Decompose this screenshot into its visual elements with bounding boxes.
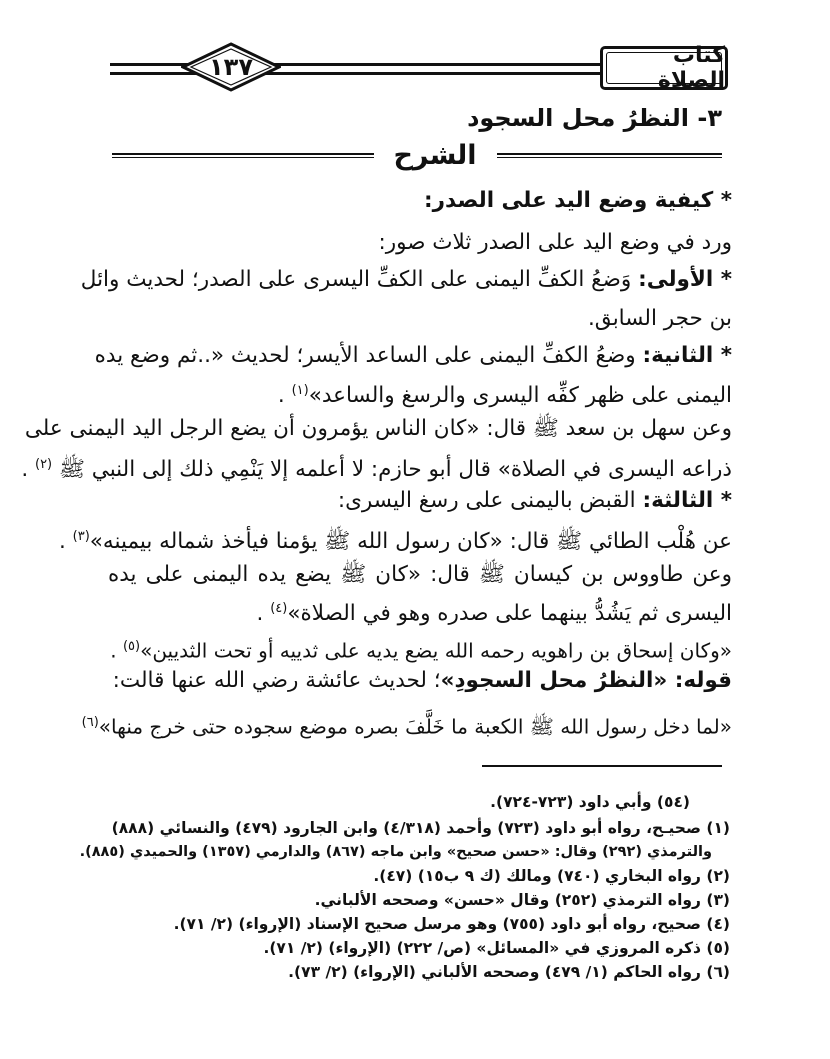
sharh-divider-right-2 bbox=[497, 157, 722, 158]
sharh-divider-left bbox=[112, 153, 374, 155]
point-label-third: * الثالثة: bbox=[642, 488, 732, 513]
body-line-4: بن حجر السابق. bbox=[587, 306, 732, 331]
sharh-title: الشرح bbox=[393, 140, 477, 171]
body-line-12-text: اليسرى ثم يَشُدُّ بينهما على صدره وهو في الصلاة» bbox=[287, 601, 732, 627]
point-text-first: وَضعُ الكفِّ اليمنى على الكفِّ اليسرى على الصدر؛ لحديث وائل bbox=[80, 267, 632, 292]
point-cont-second: اليمنى على ظهر كفِّه اليسرى والرسغ والساعد» bbox=[308, 383, 732, 409]
footnote-ref-3[interactable]: (٣) bbox=[72, 529, 90, 544]
footnote-ref-5[interactable]: (٥) bbox=[122, 639, 141, 654]
point-text-second: وضعُ الكفِّ اليمنى على الساعد الأيسر؛ لحديث «..ثم وضع يده bbox=[94, 343, 636, 368]
body-line-12: اليسرى ثم يَشُدُّ بينهما على صدره وهو في الصلاة»$^{(٤)}$ . bbox=[256, 601, 732, 627]
footnote-1: (١) صحيـح، رواه أبو داود (٧٢٣) وأحمد (٤/٣١٨) وابن الجارود (٤٧٩) والنسائي (٨٨٨) bbox=[111, 819, 730, 837]
body-line-2: ورد في وضع اليد على الصدر ثلاث صور: bbox=[378, 230, 732, 255]
footnote-ref-6[interactable]: (٦) bbox=[81, 715, 99, 730]
footnote-ref-4[interactable]: (٤) bbox=[270, 601, 288, 616]
body-line-8: ذراعه اليسرى في الصلاة» قال أبو حازم: لا أعلمه إلا يَنْمِي ذلك إلى النبي ﷺ $^{(٢)}$ . bbox=[21, 457, 732, 483]
page-number: ١٣٧ bbox=[209, 53, 253, 81]
qawluh-text: ؛ لحديث عائشة رضي الله عنها قالت: bbox=[112, 668, 441, 693]
chapter-title bbox=[600, 43, 728, 93]
chapter-title-text: كتاب الصلاة bbox=[657, 43, 725, 93]
point-label-second: * الثانية: bbox=[642, 343, 732, 368]
body-line-1: * كيفية وضع اليد على الصدر: bbox=[424, 188, 732, 213]
footnote-3: (٣) رواه الترمذي (٢٥٢) وقال «حسن» وصححه الألباني. bbox=[314, 891, 730, 909]
body-line-15-text: «لما دخل رسول الله ﷺ الكعبة ما خَلَّفَ بصره موضع سجوده حتى خرج منها» bbox=[98, 714, 732, 739]
sharh-divider-left-2 bbox=[112, 157, 374, 158]
footnote-5: (٥) ذكره المروزي في «المسائل» (ص/ ٢٢٢) (الإرواء) (٢/ ٧١). bbox=[263, 939, 730, 957]
body-line-10: عن هُلْب الطائي ﷺ قال: «كان رسول الله ﷺ يؤمنا فيأخذ شماله بيمينه»$^{(٣)}$ . bbox=[58, 529, 732, 555]
body-line-7: وعن سهل بن سعد ﷺ قال: «كان الناس يؤمرون أن يضع الرجل اليد اليمنى على bbox=[24, 416, 732, 441]
qawluh-label: قوله: «النظرُ محل السجودِ» bbox=[440, 668, 732, 693]
footnote-6: (٦) رواه الحاكم (١/ ٤٧٩) وصححه الألباني (الإرواء) (٢/ ٧٣). bbox=[288, 963, 730, 981]
footnote-ref-1[interactable]: (١) bbox=[291, 383, 309, 398]
body-line-11: وعن طاووس بن كيسان ﷺ قال: «كان ﷺ يضع يده اليمنى على يده bbox=[108, 562, 732, 587]
point-text-third: القبض باليمنى على رسغ اليسرى: bbox=[337, 488, 636, 513]
body-line-14 bbox=[108, 666, 732, 695]
page-number-badge bbox=[181, 42, 281, 92]
body-line-13-text: «وكان إسحاق بن راهويه رحمه الله يضع يديه على ثدييه أو تحت الثديين» bbox=[140, 638, 732, 663]
body-line-6: اليمنى على ظهر كفِّه اليسرى والرسغ والساعد»$^{(١)}$ . bbox=[277, 383, 732, 409]
body-line-10-text: عن هُلْب الطائي ﷺ قال: «كان رسول الله ﷺ يؤمنا فيأخذ شماله بيمينه» bbox=[89, 529, 732, 555]
sharh-divider-right bbox=[497, 153, 722, 155]
body-line-13: «وكان إسحاق بن راهويه رحمه الله يضع يديه على ثدييه أو تحت الثديين»$^{(٥)}$ . bbox=[110, 638, 732, 663]
body-line-8-text: ذراعه اليسرى في الصلاة» قال أبو حازم: لا أعلمه إلا يَنْمِي ذلك إلى النبي ﷺ bbox=[58, 457, 732, 483]
body-line-3 bbox=[80, 265, 732, 294]
section-heading: ٣- النظرُ محل السجود bbox=[467, 104, 722, 132]
footnote-4: (٤) صحيح، رواه أبو داود (٧٥٥) وهو مرسل صحيح الإسناد (الإرواء) (٢/ ٧١). bbox=[173, 915, 730, 933]
footnote-2: (٢) رواه البخاري (٧٤٠) ومالك (ك ٩ ب١٥) (٤٧). bbox=[373, 867, 730, 885]
footnote-0: (٥٤) وأبي داود (٧٢٣-٧٢٤). bbox=[490, 793, 690, 811]
footnote-ref-2[interactable]: (٢) bbox=[34, 457, 53, 472]
footnote-1-line2: والترمذي (٢٩٢) وقال: «حسن صحيح» وابن ماجه (٨٦٧) والدارمي (١٣٥٧) والحميدي (٨٨٥). bbox=[79, 844, 712, 860]
body-line-15 bbox=[81, 708, 732, 742]
footnote-separator bbox=[482, 765, 722, 767]
point-label-first: * الأولى: bbox=[638, 267, 732, 292]
body-line-9 bbox=[108, 486, 732, 515]
body-line-5 bbox=[94, 341, 732, 370]
